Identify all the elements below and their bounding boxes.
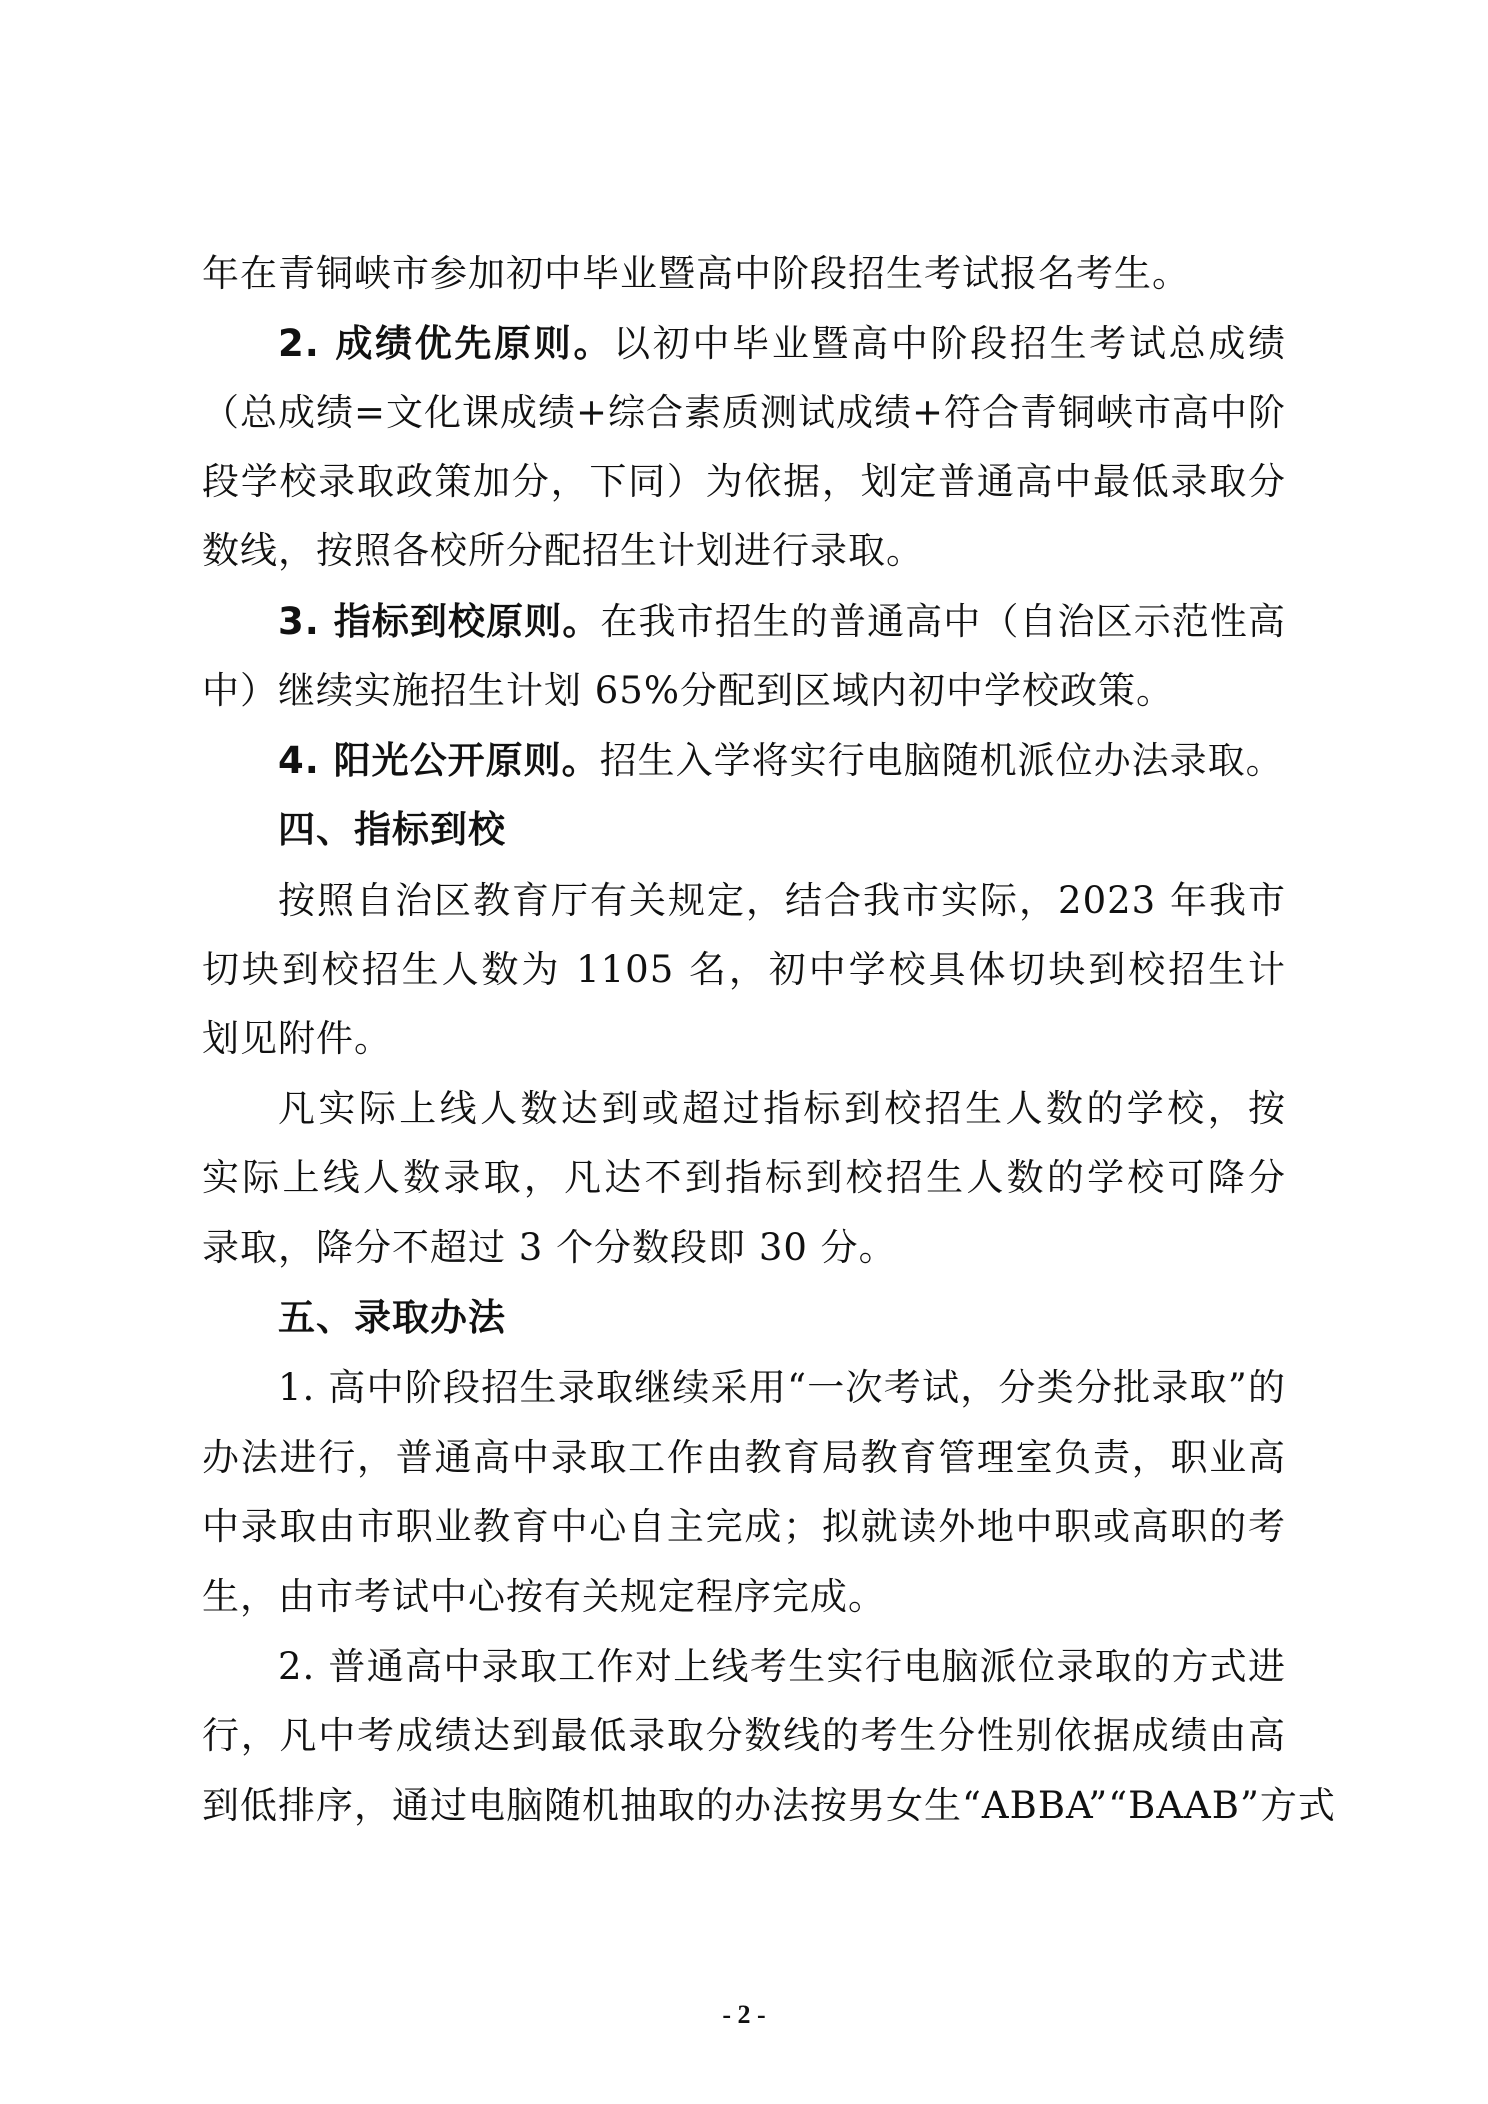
paragraph-line: 中录取由市职业教育中心自主完成；拟就读外地中职或高职的考	[202, 1505, 1286, 1548]
paragraph-line: 2. 普通高中录取工作对上线考生实行电脑派位录取的方式进	[278, 1645, 1286, 1688]
paragraph-line: 生，由市考试中心按有关规定程序完成。	[202, 1575, 886, 1618]
paragraph-line: 切块到校招生人数为 1105 名，初中学校具体切块到校招生计	[202, 948, 1286, 991]
page-number: - 2 -	[722, 2000, 766, 2029]
paragraph-line: 按照自治区教育厅有关规定，结合我市实际，2023 年我市	[278, 879, 1286, 922]
section-heading: 五、录取办法	[278, 1296, 506, 1339]
paragraph-line: （总成绩=文化课成绩+综合素质测试成绩+符合青铜峡市高中阶	[202, 391, 1287, 434]
paragraph-line: 4. 阳光公开原则。招生入学将实行电脑随机派位办法录取。	[278, 739, 1284, 782]
paragraph-line: 凡实际上线人数达到或超过指标到校招生人数的学校，按	[278, 1087, 1286, 1130]
paragraph-line: 实际上线人数录取，凡达不到指标到校招生人数的学校可降分	[202, 1156, 1286, 1199]
paragraph-line: 段学校录取政策加分，下同）为依据，划定普通高中最低录取分	[202, 460, 1286, 503]
section-heading: 四、指标到校	[278, 808, 506, 851]
paragraph-line: 年在青铜峡市参加初中毕业暨高中阶段招生考试报名考生。	[202, 252, 1190, 295]
paragraph-line: 行，凡中考成绩达到最低录取分数线的考生分性别依据成绩由高	[202, 1714, 1286, 1757]
paragraph-line: 3. 指标到校原则。在我市招生的普通高中（自治区示范性高	[278, 600, 1286, 643]
paragraph-line: 划见附件。	[202, 1017, 392, 1060]
paragraph-line: 办法进行，普通高中录取工作由教育局教育管理室负责，职业高	[202, 1436, 1286, 1479]
paragraph-line: 录取，降分不超过 3 个分数段即 30 分。	[202, 1226, 897, 1269]
paragraph-line: 中）继续实施招生计划 65%分配到区域内初中学校政策。	[202, 669, 1174, 712]
paragraph-line: 数线，按照各校所分配招生计划进行录取。	[202, 529, 924, 572]
paragraph-line: 1. 高中阶段招生录取继续采用“一次考试，分类分批录取”的	[278, 1366, 1286, 1409]
paragraph-line: 2. 成绩优先原则。以初中毕业暨高中阶段招生考试总成绩	[278, 322, 1286, 365]
paragraph-line: 到低排序，通过电脑随机抽取的办法按男女生“ABBA”“BAAB”方式	[202, 1784, 1336, 1827]
